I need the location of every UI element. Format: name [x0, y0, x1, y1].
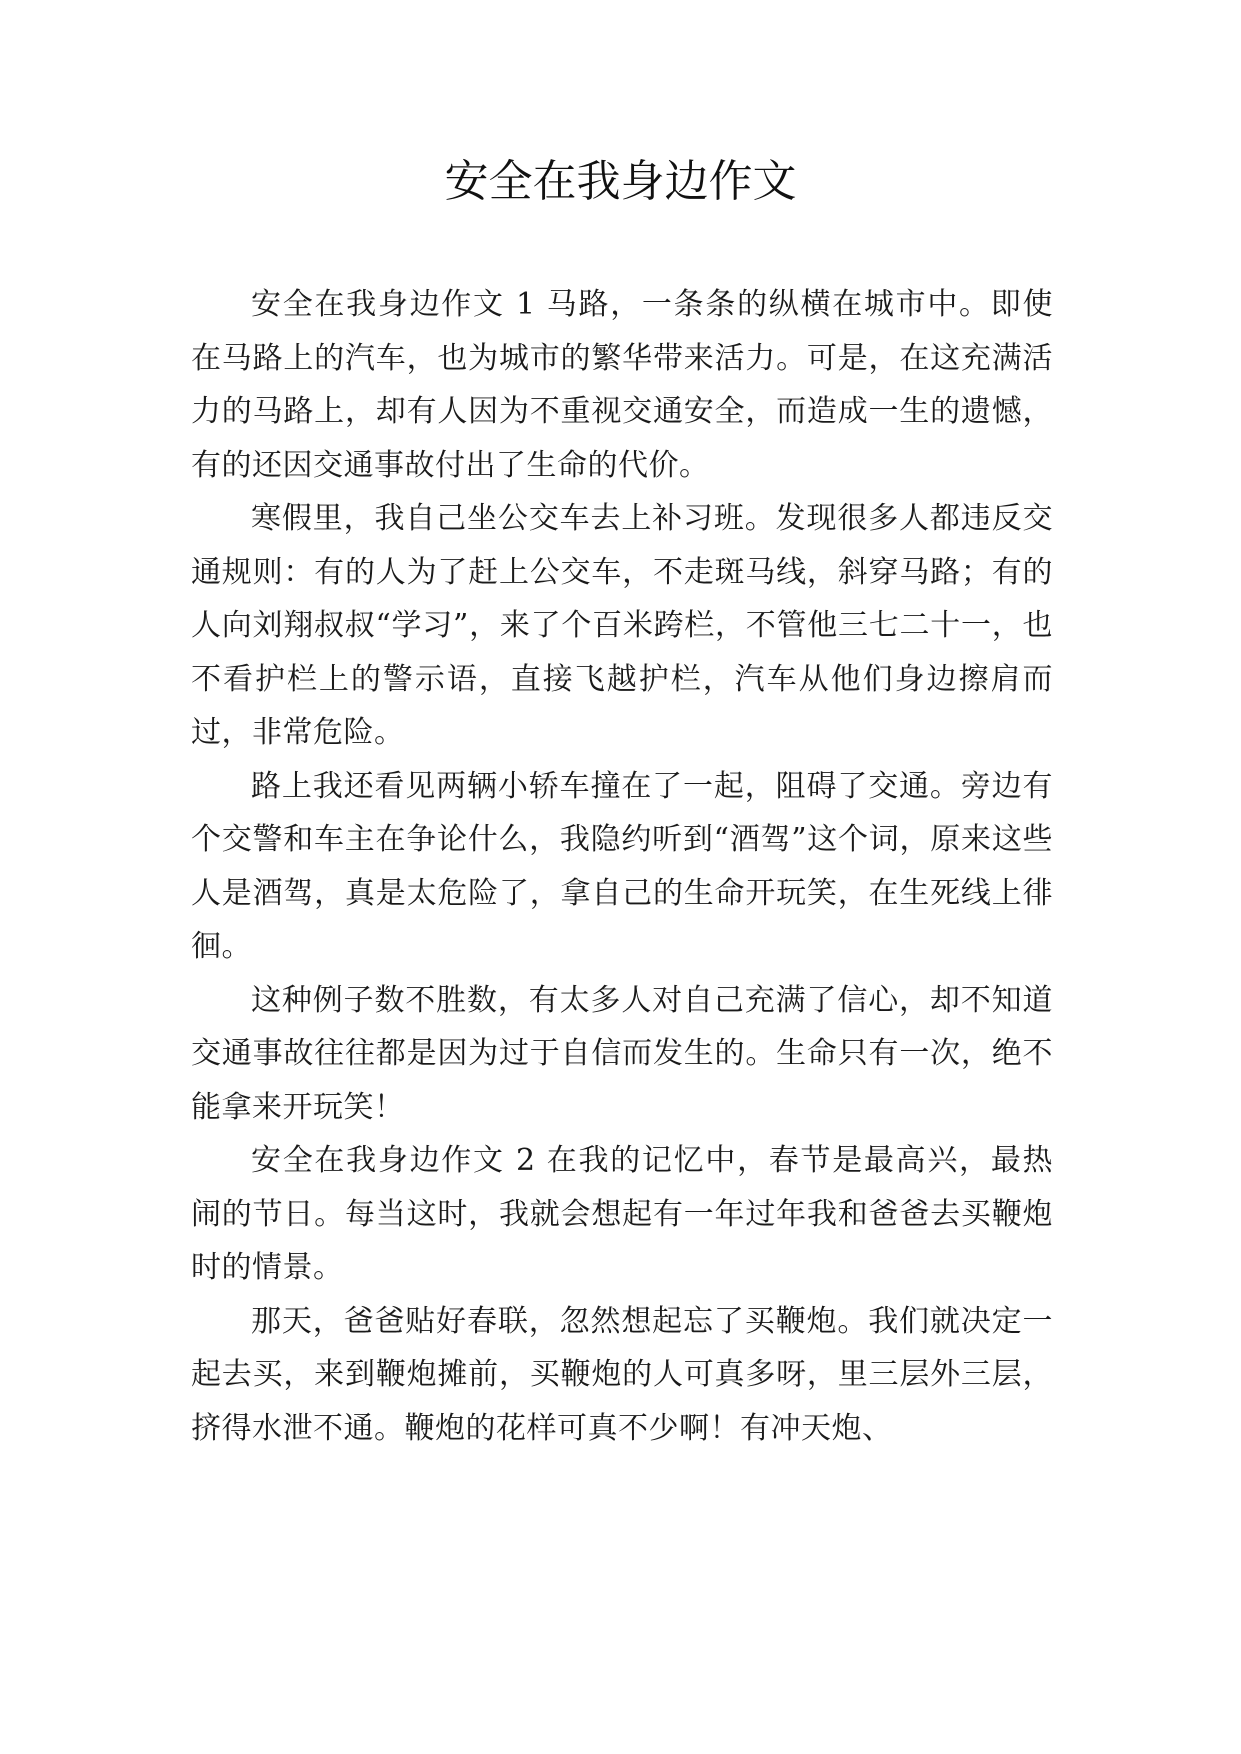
paragraph: 安全在我身边作文 1 马路，一条条的纵横在城市中。即使在马路上的汽车，也为城市的繁华带来活力。可是，在这充满活力的马路上，却有人因为不重视交通安全，而造成一生的遗憾，有的还因交通事故付出了生命的代价。 — [191, 287, 1053, 483]
document-title: 安全在我身边作文 — [444, 156, 797, 207]
paragraph: 安全在我身边作文 2 在我的记忆中，春节是最高兴，最热闹的节日。每当这时，我就会想起有一年过年我和爸爸去买鞭炮时的情景。 — [191, 1143, 1053, 1285]
paragraph: 那天，爸爸贴好春联，忽然想起忘了买鞭炮。我们就决定一起去买，来到鞭炮摊前，买鞭炮的人可真多呀，里三层外三层，挤得水泄不通。鞭炮的花样可真不少啊！有冲天炮、 — [191, 1303, 1053, 1446]
paragraph: 这种例子数不胜数，有太多人对自己充满了信心，却不知道交通事故往往都是因为过于自信而发生的。生命只有一次，绝不能拿来开玩笑！ — [191, 982, 1053, 1125]
paragraph: 寒假里，我自己坐公交车去上补习班。发现很多人都违反交通规则：有的人为了赶上公交车，不走斑马线，斜穿马路；有的人向刘翔叔叔“学习”，来了个百米跨栏，不管他三七二十一，也不看护栏上的警示语，直接飞越护栏，汽车从他们身边擦肩而过，非常危险。 — [191, 501, 1053, 750]
paragraph: 路上我还看见两辆小轿车撞在了一起，阻碍了交通。旁边有个交警和车主在争论什么，我隐约听到“酒驾”这个词，原来这些人是酒驾，真是太危险了，拿自己的生命开玩笑，在生死线上徘徊。 — [191, 768, 1053, 964]
document-body — [191, 278, 1053, 1455]
